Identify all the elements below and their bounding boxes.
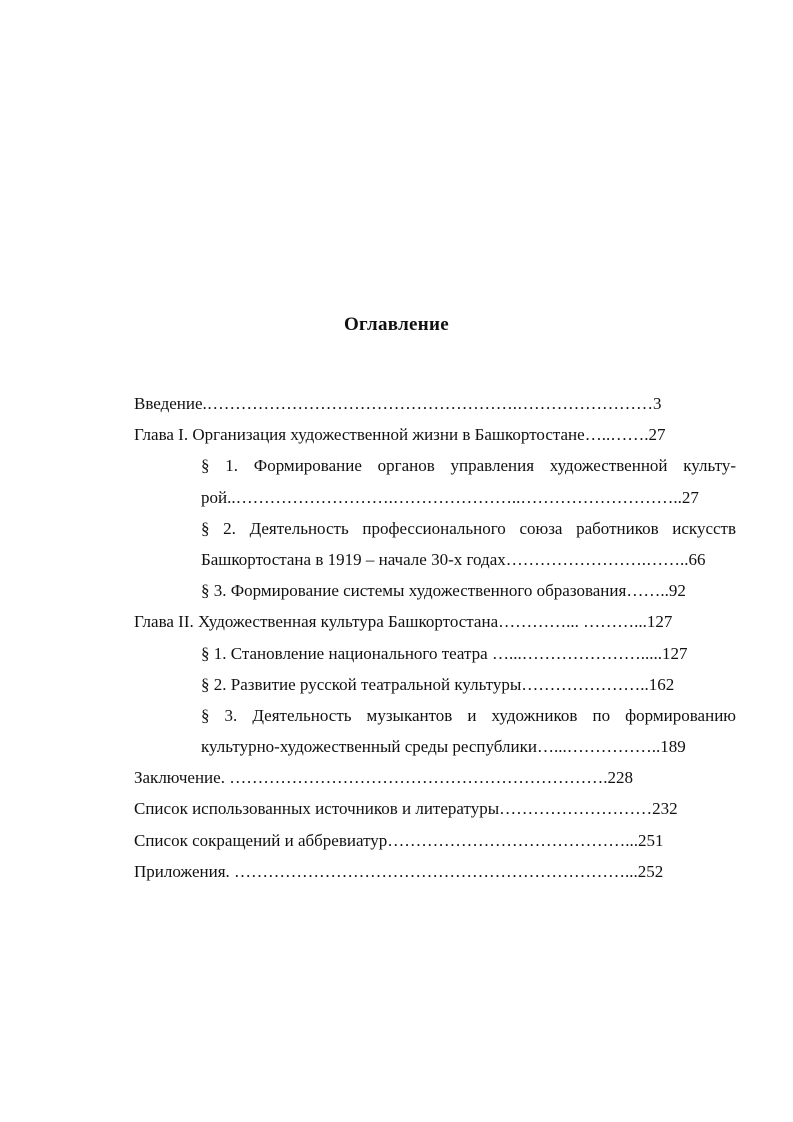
- toc-entry-text: Список использованных источников и литературы………………………232: [134, 799, 678, 819]
- toc-entry-text: рой..……………………….…………………..………………………..27: [201, 487, 699, 507]
- toc-entry-text: § 3. Деятельность музыкантов и художников по формированию: [201, 705, 736, 725]
- toc-entry-text: § 2. Деятельность профессионального союза работников искусств: [201, 518, 736, 538]
- toc-entry-text: Список сокращений и аббревиатур……………………………………...251: [134, 830, 664, 850]
- toc-entry-text: Введение.……………………………………………….……………………3: [134, 394, 662, 413]
- toc-entry-abbreviations: [134, 825, 736, 856]
- toc-entry-introduction: [134, 388, 736, 419]
- toc-entry-chapter-2-section-3-line-1: [134, 700, 736, 731]
- toc-entry-text: Глава I. Организация художественной жизни в Башкортостане…..…….27: [134, 425, 666, 445]
- toc-entry-text: § 3. Формирование системы художественного образования……..92: [201, 581, 686, 601]
- toc-entry-chapter-1-section-1-line-2: [134, 482, 736, 513]
- toc-entry-chapter-1-section-2-line-2: [134, 544, 736, 575]
- toc-entry-chapter-2-section-3-line-2: [134, 731, 736, 762]
- toc-entry-text: § 2. Развитие русской театральной культуры…………………..162: [201, 674, 675, 694]
- toc-entry-chapter-1-section-2-line-1: [134, 513, 736, 544]
- toc-entry-text: Заключение. ………………………………………………………….228: [134, 768, 633, 788]
- toc-entry-text: § 1. Становление национального театра …...………………….....127: [201, 643, 688, 663]
- page-title: Оглавление: [343, 314, 450, 335]
- toc-entry-conclusion: [134, 762, 736, 793]
- table-of-contents: [134, 388, 736, 887]
- toc-entry-text: Башкортостана в 1919 – начале 30-х годах…………………….……..66: [201, 549, 706, 569]
- toc-entry-chapter-1-section-1-line-1: [134, 450, 736, 481]
- toc-entry-text: культурно-художественный среды республики…...……………..189: [201, 737, 686, 757]
- toc-entry-bibliography: [134, 793, 736, 824]
- toc-entry-text: § 1. Формирование органов управления художественной культу-: [201, 456, 736, 476]
- toc-entry-appendices: [134, 856, 736, 887]
- toc-entry-chapter-2-section-1: [134, 638, 736, 669]
- toc-entry-text: Глава II. Художественная культура Башкортостана…………... ………...127: [134, 612, 673, 632]
- toc-entry-text: Приложения. ……………………………………………………………...252: [134, 861, 664, 881]
- toc-entry-chapter-2: [134, 606, 736, 637]
- toc-entry-chapter-2-section-2: [134, 669, 736, 700]
- toc-entry-chapter-1-section-3: [134, 575, 736, 606]
- toc-entry-chapter-1: [134, 419, 736, 450]
